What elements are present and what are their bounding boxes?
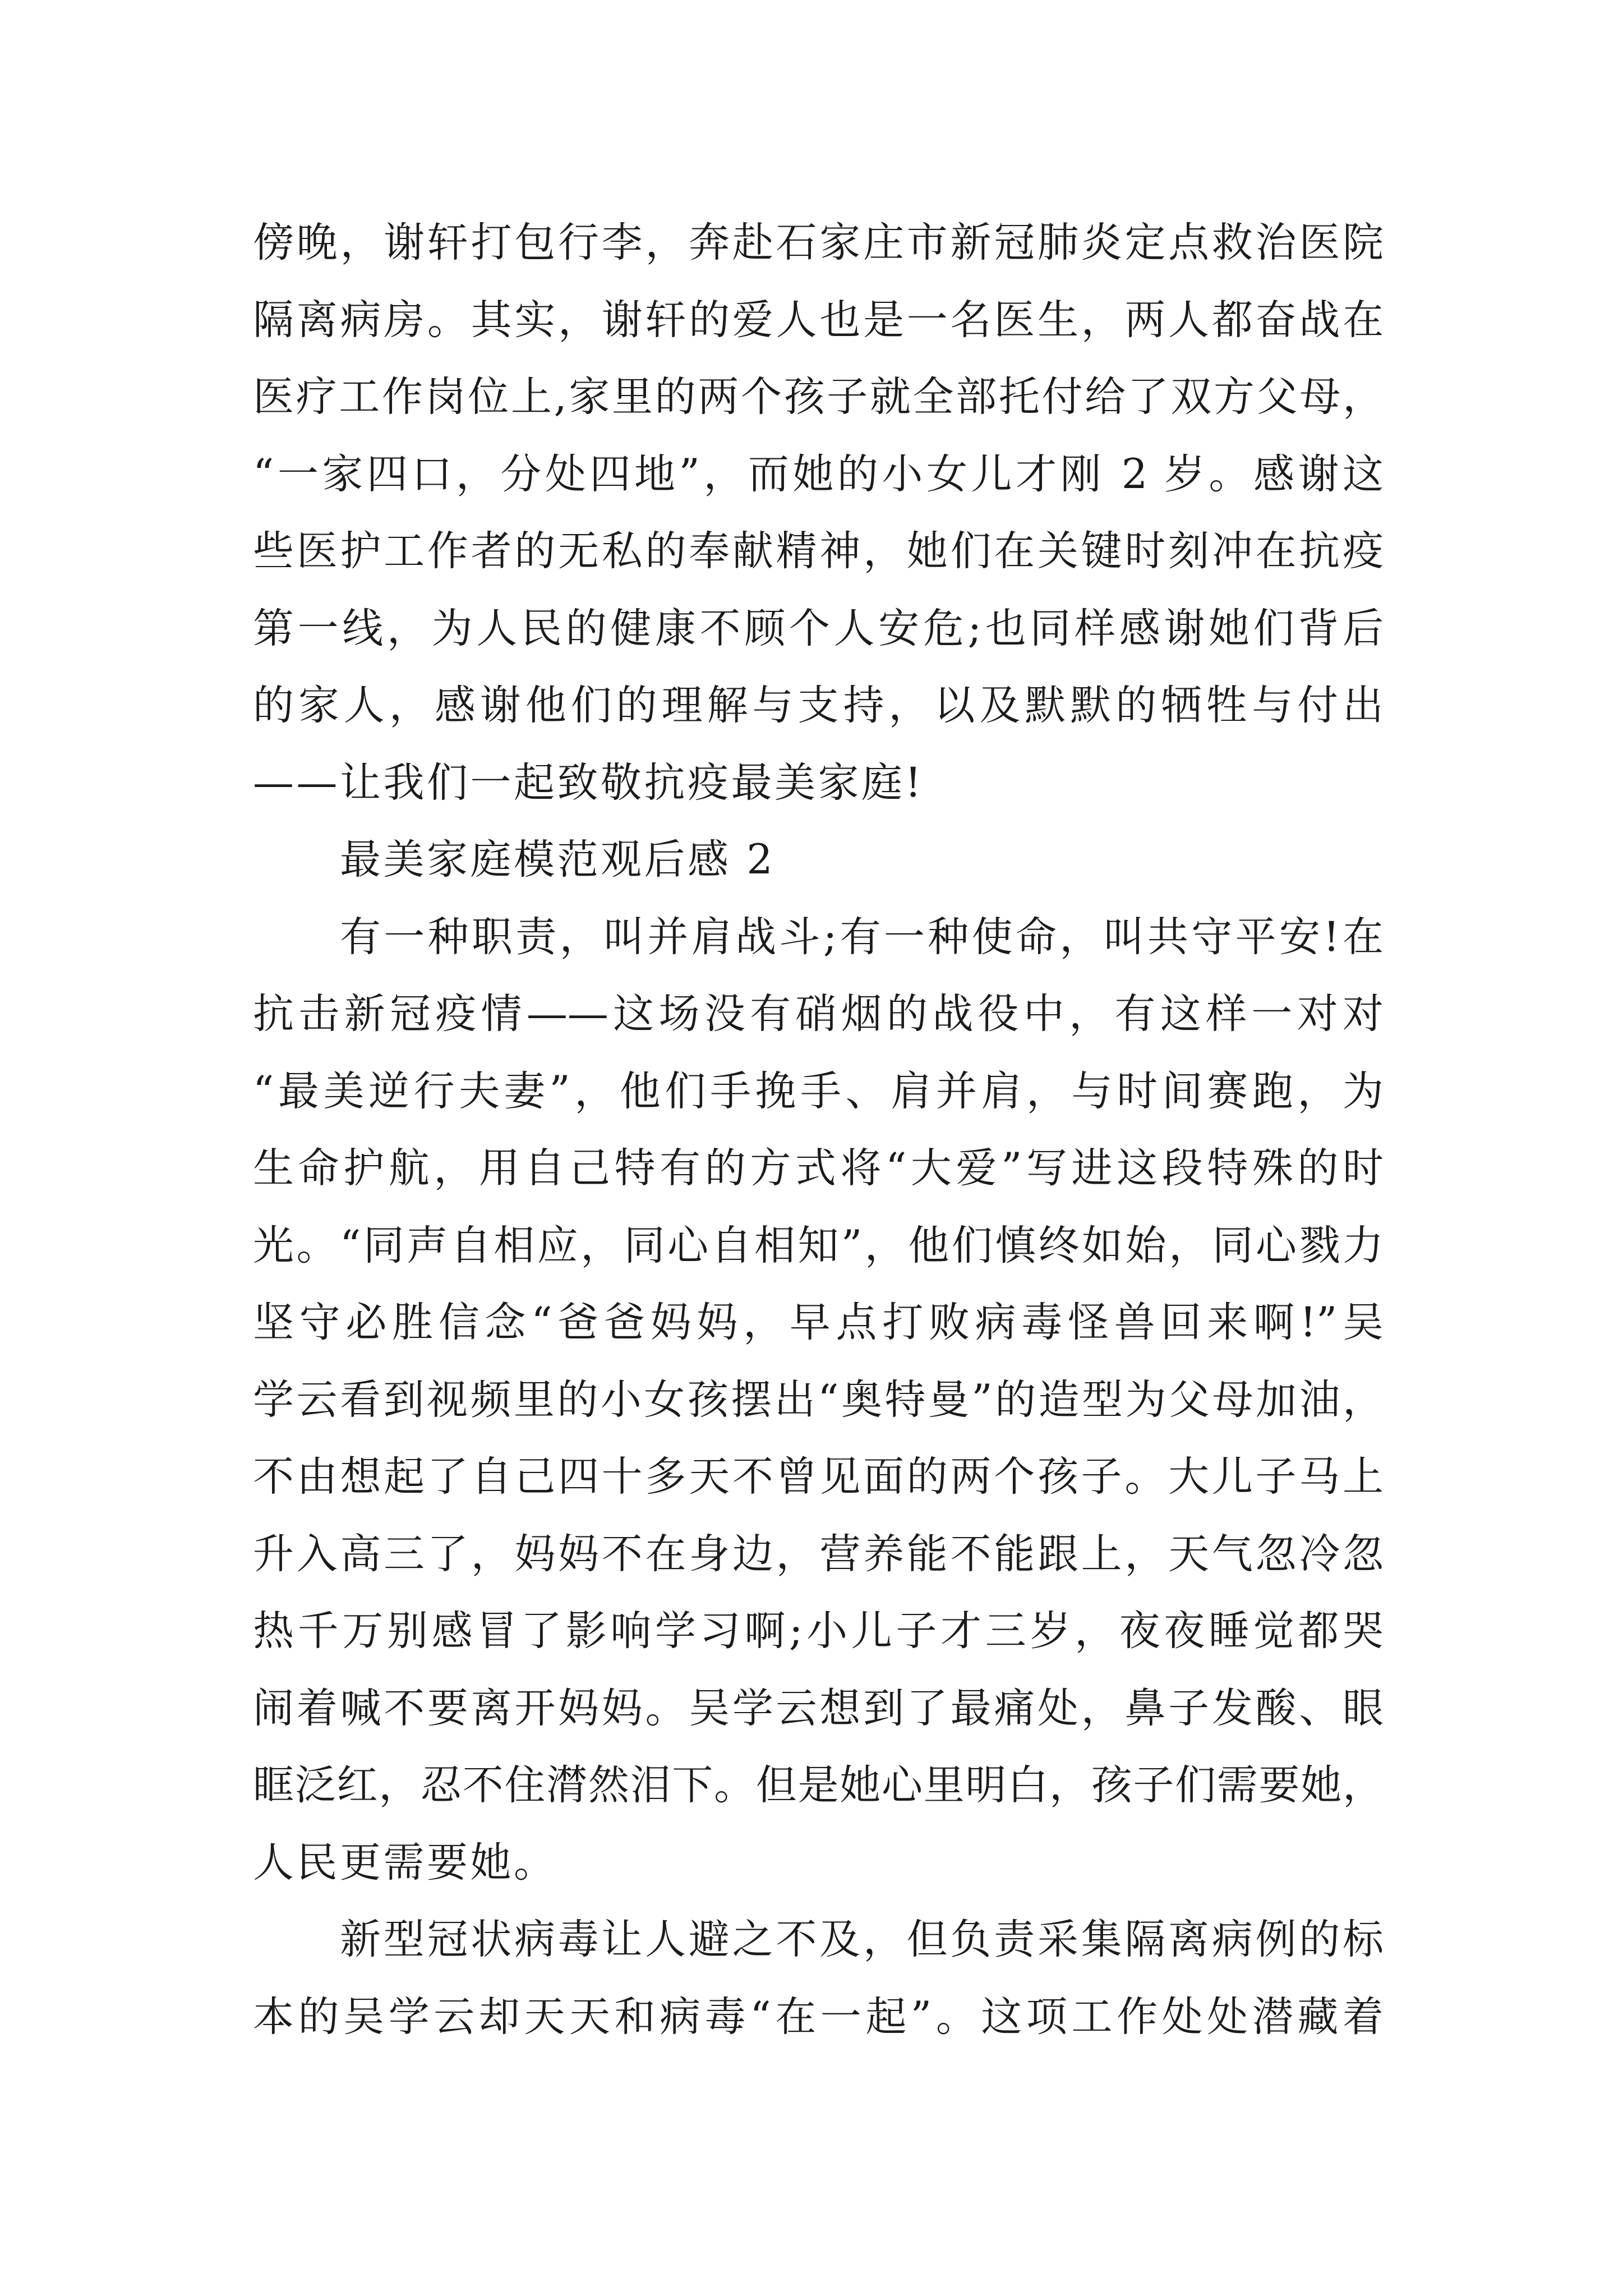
text-line: 热千万别感冒了影响学习啊;小儿子才三岁，夜夜睡觉都哭 — [253, 1607, 1384, 1655]
text-line: 眶泛红，忍不住潸然泪下。但是她心里明白，孩子们需要她， — [253, 1761, 1384, 1809]
text-line: “最美逆行夫妻”，他们手挽手、肩并肩，与时间赛跑，为 — [253, 1067, 1384, 1115]
section-heading: 最美家庭模范观后感 2 — [340, 836, 776, 884]
text-line: 不由想起了自己四十多天不曾见面的两个孩子。大儿子马上 — [253, 1453, 1384, 1501]
text-line: 些医护工作者的无私的奉献精神，她们在关键时刻冲在抗疫 — [253, 527, 1384, 575]
text-line: 的家人，感谢他们的理解与支持，以及默默的牺牲与付出 — [253, 682, 1384, 729]
text-line: 抗击新冠疫情——这场没有硝烟的战役中，有这样一对对 — [253, 990, 1384, 1038]
text-line: 医疗工作岗位上,家里的两个孩子就全部托付给了双方父母， — [253, 373, 1384, 421]
paragraph-2 — [253, 899, 1384, 1902]
text-line: ——让我们一起致敬抗疫最美家庭! — [253, 758, 924, 807]
text-body — [253, 204, 1384, 2055]
text-line: 生命护航，用自己特有的方式将“大爱”写进这段特殊的时 — [253, 1144, 1384, 1192]
text-line: 有一种职责，叫并肩战斗;有一种使命，叫共守平安!在 — [340, 913, 1384, 961]
text-line: 人民更需要她。 — [253, 1838, 557, 1887]
paragraph-1 — [253, 204, 1384, 821]
text-line: 傍晚，谢轩打包行李，奔赴石家庄市新冠肺炎定点救治医院 — [253, 219, 1384, 266]
text-line: 第一线，为人民的健康不顾个人安危;也同样感谢她们背后 — [253, 604, 1384, 652]
text-line: 隔离病房。其实，谢轩的爱人也是一名医生，两人都奋战在 — [253, 296, 1384, 344]
text-line: 光。“同声自相应，同心自相知”，他们慎终如始，同心戮力 — [253, 1221, 1384, 1269]
paragraph-3 — [253, 1901, 1384, 2055]
text-line: 本的吴学云却天天和病毒“在一起”。这项工作处处潜藏着 — [253, 1993, 1384, 2041]
text-line: “一家四口，分处四地”，而她的小女儿才刚 2 岁。感谢这 — [253, 450, 1384, 498]
text-line: 新型冠状病毒让人避之不及，但负责采集隔离病例的标 — [340, 1916, 1384, 1963]
text-line: 坚守必胜信念“爸爸妈妈，早点打败病毒怪兽回来啊!”吴 — [253, 1299, 1384, 1346]
text-line: 闹着喊不要离开妈妈。吴学云想到了最痛处，鼻子发酸、眼 — [253, 1684, 1384, 1732]
text-line: 升入高三了，妈妈不在身边，营养能不能跟上，天气忽冷忽 — [253, 1530, 1384, 1578]
text-line: 学云看到视频里的小女孩摆出“奥特曼”的造型为父母加油， — [253, 1375, 1384, 1424]
